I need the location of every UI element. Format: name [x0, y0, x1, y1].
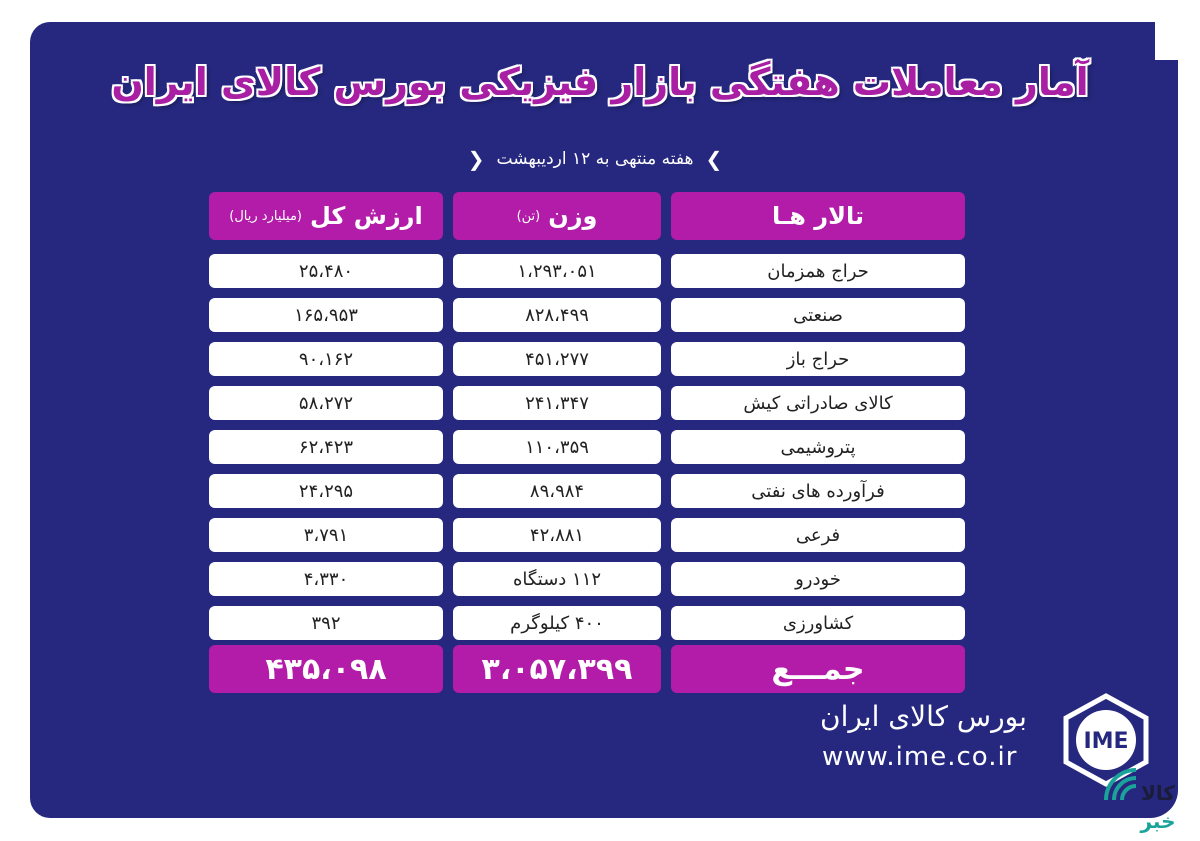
khabar-logo-text: خبر	[1140, 809, 1176, 833]
week-subtitle-text: هفته منتهی به ۱۲ اردیبهشت	[496, 149, 694, 169]
infographic-panel	[30, 22, 1178, 818]
table-cell-value: ۱۶۵،۹۵۳	[209, 298, 443, 332]
table-cell-hall: کالای صادراتی کیش	[671, 386, 965, 420]
table-cell-weight: ۱۱۰،۳۵۹	[453, 430, 661, 464]
table-cell-hall: کشاورزی	[671, 606, 965, 640]
header-halls-label: تالار هـا	[772, 202, 864, 230]
table-cell-weight: ۴۰۰ کیلوگرم	[453, 606, 661, 640]
table-cell-value: ۲۴،۲۹۵	[209, 474, 443, 508]
footer-org-name: بورس کالای ایران	[820, 700, 1027, 733]
table-cell-value: ۴،۳۳۰	[209, 562, 443, 596]
table-cell-hall: فرعی	[671, 518, 965, 552]
kala-logo-text: کالا	[1140, 781, 1176, 805]
table-cell-hall: حراج باز	[671, 342, 965, 376]
panel-corner-notch	[1155, 22, 1178, 60]
header-value-label: ارزش کل	[310, 202, 423, 230]
table-cell-weight: ۲۴۱،۳۴۷	[453, 386, 661, 420]
table-cell-hall: حراج همزمان	[671, 254, 965, 288]
page-title-text: آمار معاملات هفتگی بازار فیزیکی بورس کالای ایران	[111, 60, 1089, 104]
header-value-unit: (میلیارد ریال)	[229, 208, 302, 224]
table-cell-weight: ۱۱۲ دستگاه	[453, 562, 661, 596]
table-cell-weight: ۱،۲۹۳،۰۵۱	[453, 254, 661, 288]
kala-khabar-logo-icon	[1096, 760, 1192, 836]
table-cell-weight: ۴۵۱،۲۷۷	[453, 342, 661, 376]
table-cell-hall: فرآورده های نفتی	[671, 474, 965, 508]
page-title	[111, 52, 1089, 112]
chevron-left-icon: ❮	[467, 147, 485, 171]
table-cell-weight: ۸۹،۹۸۴	[453, 474, 661, 508]
ime-logo-text: IME	[1083, 729, 1129, 754]
table-cell-value: ۵۸،۲۷۲	[209, 386, 443, 420]
table-cell-weight: ۴۲،۸۸۱	[453, 518, 661, 552]
table-cell-hall: خودرو	[671, 562, 965, 596]
header-weight	[453, 192, 661, 240]
header-halls	[671, 192, 965, 240]
table-cell-hall: پتروشیمی	[671, 430, 965, 464]
chevron-right-icon: ❯	[705, 147, 723, 171]
table-cell-weight: ۸۲۸،۴۹۹	[453, 298, 661, 332]
total-value-cell	[209, 645, 443, 693]
total-weight: ۳،۰۵۷،۳۹۹	[481, 651, 633, 687]
table-cell-value: ۳۹۲	[209, 606, 443, 640]
header-weight-label: وزن	[548, 202, 598, 230]
table-cell-value: ۲۵،۴۸۰	[209, 254, 443, 288]
header-value	[209, 192, 443, 240]
table-cell-value: ۹۰،۱۶۲	[209, 342, 443, 376]
total-weight-cell	[453, 645, 661, 693]
total-value: ۴۳۵،۰۹۸	[265, 651, 387, 687]
total-label-cell	[671, 645, 965, 693]
week-subtitle	[410, 144, 780, 174]
table-cell-hall: صنعتی	[671, 298, 965, 332]
header-weight-unit: (تن)	[516, 208, 541, 224]
table-cell-value: ۶۲،۴۲۳	[209, 430, 443, 464]
footer-url: www.ime.co.ir	[822, 742, 1018, 772]
total-label: جمـــع	[771, 651, 865, 687]
table-cell-value: ۳،۷۹۱	[209, 518, 443, 552]
